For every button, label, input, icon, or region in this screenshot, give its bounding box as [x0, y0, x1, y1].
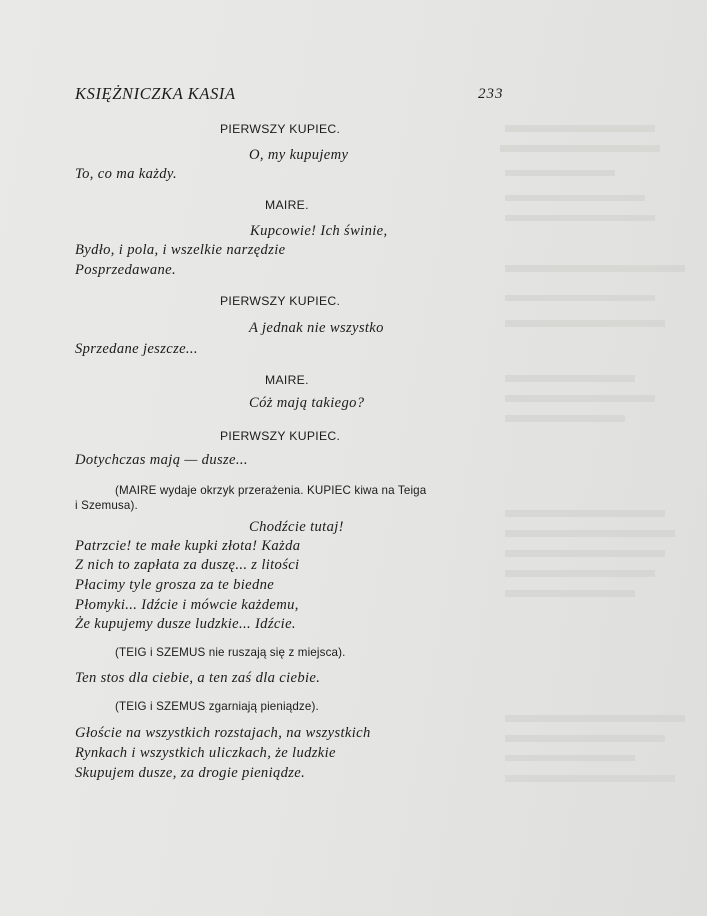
verse-line: Patrzcie! te małe kupki złota! Każda: [75, 538, 301, 554]
verse-line: Głoście na wszystkich rozstajach, na wszystkich: [75, 725, 371, 741]
verse-line: Z nich to zapłata za duszę... z litości: [75, 557, 300, 573]
verse-line: To, co ma każdy.: [75, 166, 177, 182]
verse-line: Płomyki... Idźcie i mówcie każdemu,: [75, 597, 299, 613]
stage-direction: (TEIG i SZEMUS nie ruszają się z miejsca).: [115, 646, 346, 659]
verse-line: Dotychczas mają — dusze...: [75, 452, 248, 468]
speaker-name: MAIRE.: [265, 198, 309, 212]
verse-line: O, my kupujemy: [249, 147, 349, 163]
speaker-name: PIERWSZY KUPIEC.: [220, 429, 341, 443]
verse-line: Skupujem dusze, za drogie pieniądze.: [75, 765, 306, 781]
verse-line: Płacimy tyle grosza za te biedne: [75, 577, 275, 593]
verse-line: Posprzedawane.: [75, 262, 176, 278]
running-title: KSIĘŻNICZKA KASIA: [75, 84, 236, 103]
verse-line: Chodźcie tutaj!: [249, 519, 344, 535]
speaker-name: MAIRE.: [265, 373, 309, 387]
verse-line: A jednak nie wszystko: [249, 320, 384, 336]
verse-line: Kupcowie! Ich świnie,: [250, 223, 388, 239]
speaker-name: PIERWSZY KUPIEC.: [220, 122, 341, 136]
stage-direction: i Szemusa).: [75, 499, 138, 512]
stage-direction: (TEIG i SZEMUS zgarniają pieniądze).: [115, 700, 319, 713]
verse-line: Cóż mają takiego?: [249, 395, 365, 411]
stage-direction: (MAIRE wydaje okrzyk przerażenia. KUPIEC kiwa na Teiga: [115, 484, 427, 497]
verse-line: Że kupujemy dusze ludzkie... Idźcie.: [75, 616, 296, 632]
verse-line: Ten stos dla ciebie, a ten zaś dla ciebie.: [75, 670, 321, 686]
page-number: 233: [478, 86, 504, 102]
verse-line: Bydło, i pola, i wszelkie narzędzie: [75, 242, 286, 258]
verse-line: Sprzedane jeszcze...: [75, 341, 198, 357]
speaker-name: PIERWSZY KUPIEC.: [220, 294, 341, 308]
verse-line: Rynkach i wszystkich uliczkach, że ludzkie: [75, 745, 336, 761]
